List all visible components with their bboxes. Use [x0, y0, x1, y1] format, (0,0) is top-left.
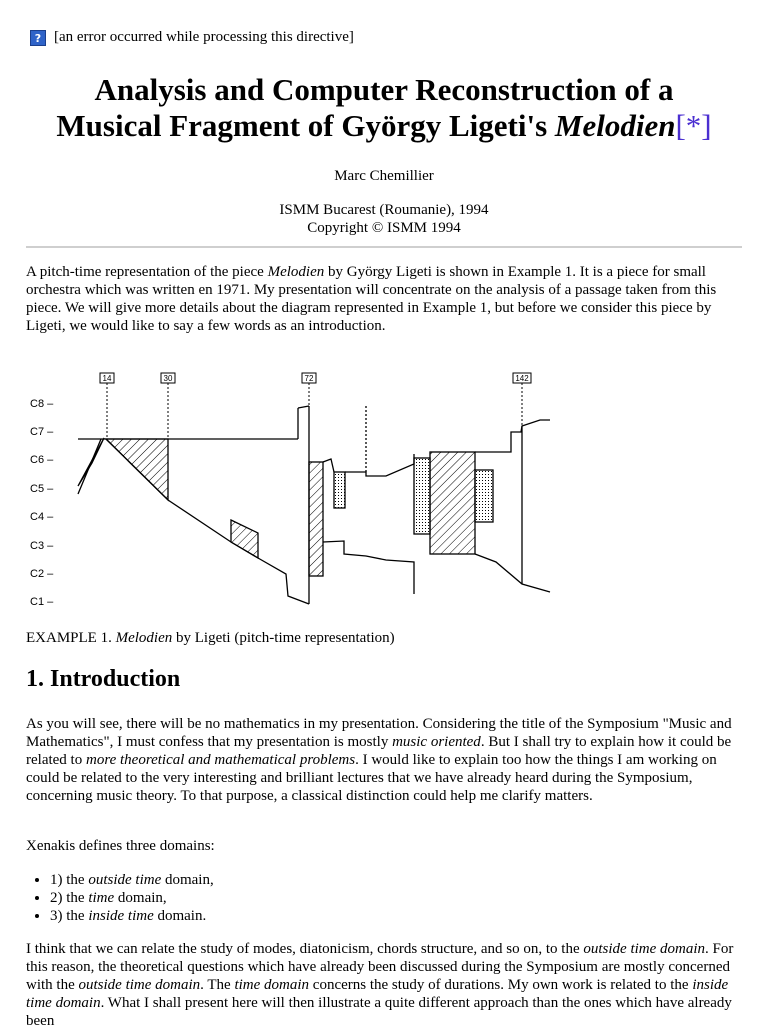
shape-step-1 [323, 459, 334, 472]
title-line2-prefix: Musical Fragment of György Ligeti's [56, 108, 555, 143]
shape-small-hatch [231, 520, 258, 558]
intro-paragraph [26, 263, 742, 335]
caption-suffix: by Ligeti (pitch-time representation) [172, 630, 395, 646]
error-text: [an error occurred while processing this directive] [54, 29, 354, 45]
pitch-label-c5: C5 – [30, 483, 54, 495]
caption-italic: Melodien [115, 630, 173, 646]
intro-italic: Melodien [267, 264, 325, 280]
pitch-label-c7: C7 – [30, 426, 54, 438]
affiliation: ISMM Bucarest (Roumanie), 1994 [279, 202, 489, 218]
intro-section-paragraph-3: I think that we can relate the study of modes, diatonicism, chords structure, and so on, to the outside time domain. For this reason, the theoretical questions which have already been discussed during the Symposium are mostly concerned with the outside time domain. The time domain concerns the study of durations. My own work is related to the inside time domain. What I shall present here will then illustrate a quite different approach than the ones which have already been [26, 941, 734, 1029]
author: Marc Chemillier [334, 168, 434, 184]
shape-upper-right-contour [475, 420, 550, 452]
pitch-label-c2: C2 – [30, 568, 54, 580]
marker-30: 30 [163, 374, 173, 383]
pitch-label-c8: C8 – [30, 398, 54, 410]
pitch-time-figure [26, 366, 566, 621]
shape-middle-contour [345, 454, 414, 476]
section-heading-introduction: 1. Introduction [26, 666, 181, 692]
intro-text-1: A pitch-time representation of the piece [26, 264, 268, 280]
domain-list [26, 871, 214, 925]
header-divider [26, 246, 742, 248]
pitch-label-c4: C4 – [30, 511, 54, 523]
intro-section-paragraph-1: As you will see, there will be no mathematics in my presentation. Considering the title of the Symposium "Music and Mathematics", I must confess that my presentation is mostly music oriented. But I shall try to explain how it could be related to more theoretical and mathematical problems. I would like to explain too how the things I am working on could be related to the very interesting and brilliant lectures that we have already heard during the Symposium, concerning music theory. To that purpose, a classical distinction could help me clarify matters. [26, 716, 732, 804]
title-line1: Analysis and Computer Reconstruction of a [94, 72, 674, 107]
title-line2-italic: Melodien [554, 108, 676, 143]
shape-dot-block-3 [475, 470, 493, 522]
marker-14: 14 [102, 374, 112, 383]
shape-dot-block-1 [334, 472, 345, 508]
pitch-label-c1: C1 – [30, 596, 54, 608]
shape-lower-contour [323, 541, 414, 594]
copyright: Copyright © ISMM 1994 [307, 220, 461, 236]
marker-142: 142 [515, 374, 529, 383]
shape-hatch-block-1 [309, 462, 323, 576]
intro-section-paragraph-2: Xenakis defines three domains: [26, 838, 215, 854]
shape-line-a [78, 439, 101, 494]
pitch-label-c6: C6 – [30, 454, 54, 466]
list-item: • 3) the inside time domain. [50, 907, 214, 925]
intro-text-2: by György Ligeti is shown in Example 1. It is a piece for small orchestra which was written en 1971. My presentation will concentrate on the analysis of a passage taken from this piece. We will give more details about the diagram represented in Example 1, but before we consider this piece by Ligeti, we would like to say a few words as an introduction. [26, 264, 717, 334]
marker-72: 72 [304, 374, 314, 383]
list-item: • 1) the outside time domain, [50, 871, 214, 889]
shape-peak-72 [298, 406, 309, 408]
pitch-label-c3: C3 – [30, 540, 54, 552]
shape-lower-right-contour [475, 554, 550, 592]
figure-caption [26, 630, 395, 647]
question-icon: ? [30, 30, 46, 46]
footnote-link[interactable]: [*] [675, 108, 712, 143]
error-message [30, 29, 354, 46]
pitch-time-diagram [26, 366, 566, 616]
shape-hatch-block-2 [430, 452, 475, 554]
list-item: • 2) the time domain, [50, 889, 214, 907]
caption-prefix: EXAMPLE 1. [26, 630, 116, 646]
shape-dot-block-2 [414, 458, 430, 534]
page-title [0, 72, 768, 144]
